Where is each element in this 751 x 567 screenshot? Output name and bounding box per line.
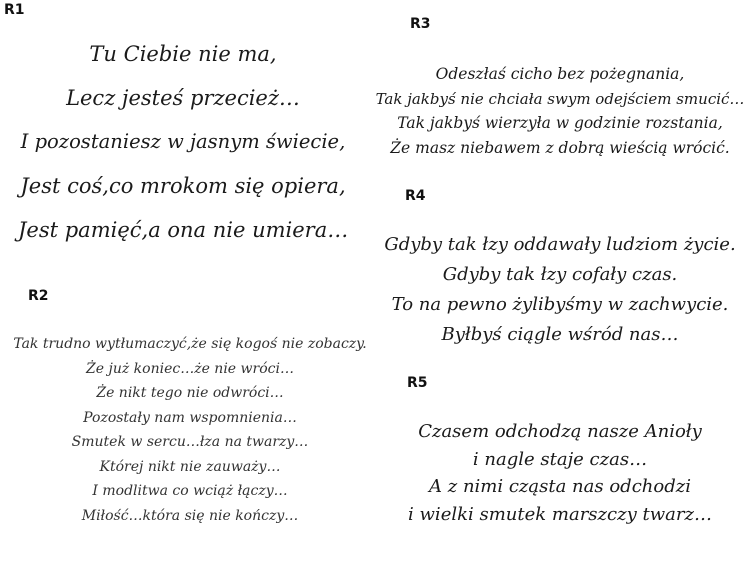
section-label-r2: R2 [28, 288, 49, 304]
verse-line: Tak jakbyś nie chciała swym odejściem smucić… [375, 89, 745, 108]
section-label-r1: R1 [4, 2, 25, 18]
verse-line: Gdyby tak łzy oddawały ludziom życie. [384, 234, 736, 255]
verse-line: i nagle staje czas… [472, 448, 648, 470]
section-label-r5: R5 [407, 375, 428, 391]
verse-line: Że nikt tego nie odwróci… [96, 385, 284, 401]
verse-line: Byłbyś ciągle wśród nas… [441, 324, 679, 345]
verse-line: Jest coś,co mrokom się opiera, [20, 174, 346, 198]
verse-r5 [370, 418, 750, 528]
verse-r1 [18, 32, 348, 252]
verse-line: Pozostały nam wspomnienia… [83, 409, 297, 426]
verse-r2 [10, 332, 370, 528]
verse-line: Gdyby tak łzy cofały czas. [442, 264, 678, 285]
verse-line: Odeszłaś cicho bez pożegnania, [435, 65, 685, 83]
verse-line: Czasem odchodzą nasze Anioły [418, 421, 702, 442]
section-label-r4: R4 [405, 188, 426, 204]
verse-line: A z nimi cząsta nas odchodzi [429, 476, 691, 497]
verse-line: Miłość…która się nie kończy… [81, 507, 299, 524]
verse-r3 [370, 62, 750, 160]
verse-line: Smutek w sercu…łza na twarzy… [71, 434, 309, 450]
verse-r4 [370, 230, 750, 350]
verse-line: To na pewno żylibyśmy w zachwycie. [391, 294, 729, 315]
section-label-r3: R3 [410, 16, 431, 32]
verse-line: Jest pamięć,a ona nie umiera… [18, 218, 349, 242]
verse-line: Tak jakbyś wierzyła w godzinie rozstania, [397, 114, 723, 132]
verse-line: Że masz niebawem z dobrą wieścią wrócić. [390, 138, 730, 157]
verse-line: I modlitwa co wciąż łączy… [92, 483, 288, 499]
verse-line: Tak trudno wytłumaczyć,że się kogoś nie zobaczy. [13, 336, 367, 352]
verse-line: i wielki smutek marszczy twarz… [408, 503, 712, 525]
verse-line: I pozostaniesz w jasnym świecie, [20, 130, 346, 153]
verse-line: Lecz jesteś przecież… [66, 86, 300, 110]
verse-line: Tu Ciebie nie ma, [89, 42, 277, 66]
verse-line: Że już koniec…że nie wróci… [86, 360, 294, 377]
verse-line: Której nikt nie zauważy… [99, 458, 281, 475]
